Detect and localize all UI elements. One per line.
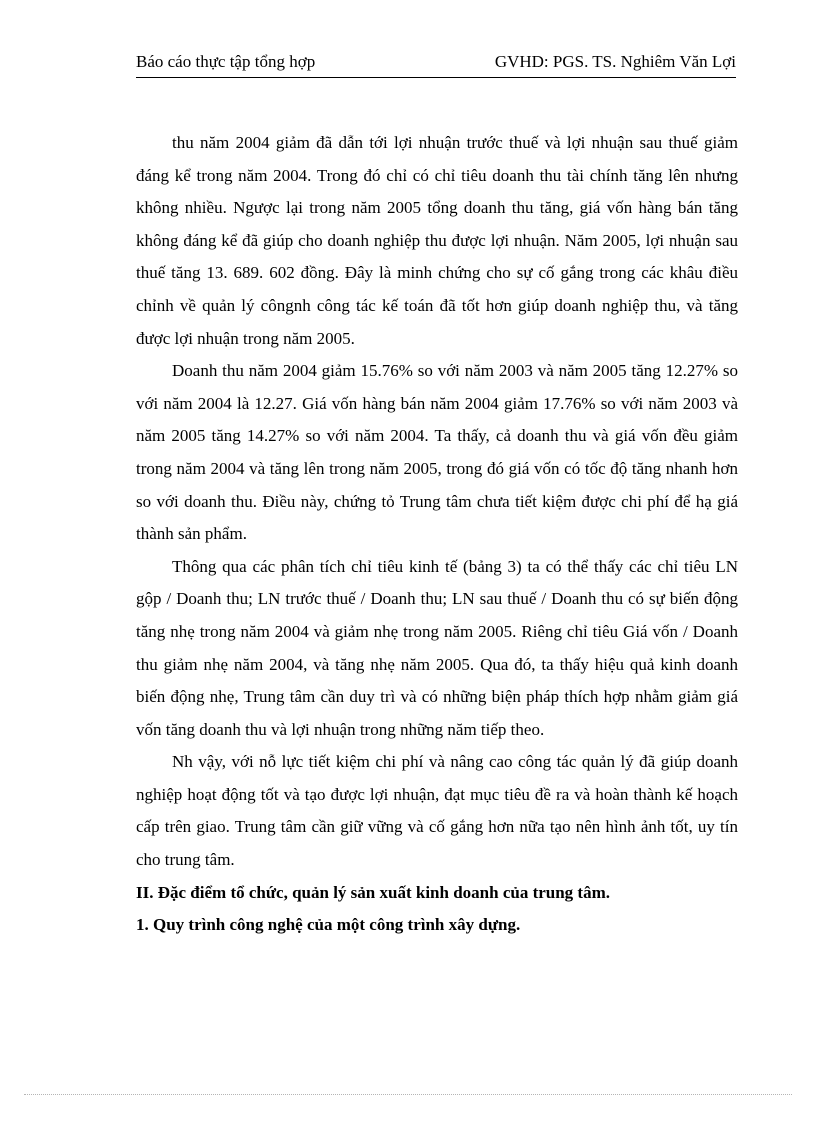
subsection-heading: 1. Quy trình công nghệ của một công trình xây dựng. [136, 915, 521, 935]
paragraph-economic-indicators: Thông qua các phân tích chỉ tiêu kinh tế (bảng 3) ta có thể thấy các chỉ tiêu LN gộp / Doanh thu; LN trước thuế / Doanh thu; LN sau thuế / Doanh thu có sự biến động tăng nhẹ trong năm 2004 và giảm nhẹ trong năm 2005. Riêng chỉ tiêu Giá vốn / Doanh thu giảm nhẹ năm 2004, và tăng nhẹ năm 2005. Qua đó, ta thấy hiệu quả kinh doanh biến động nhẹ, Trung tâm cần duy trì và có những biện pháp thích hợp nhằm giảm giá vốn tăng doanh thu và lợi nhuận trong những năm tiếp theo. [136, 556, 738, 739]
page-header [136, 50, 736, 74]
header-divider [136, 77, 736, 78]
paragraph-revenue-change: Doanh thu năm 2004 giảm 15.76% so với năm 2003 và năm 2005 tăng 12.27% so với năm 2004 là 12.27. Giá vốn hàng bán năm 2004 giảm 17.76% so với năm 2003 và năm 2005 tăng 14.27% so với năm 2004. Ta thấy, cả doanh thu và giá vốn đều giảm trong năm 2004 và tăng lên trong năm 2005, trong đó giá vốn có tốc độ tăng nhanh hơn so với doanh thu. Điều này, chứng tỏ Trung tâm chưa tiết kiệm được chi phí để hạ giá thành sản phẩm. [136, 361, 738, 544]
paragraph-conclusion: Nh vậy, với nỗ lực tiết kiệm chi phí và nâng cao công tác quản lý đã giúp doanh nghiệp hoạt động tốt và tạo được lợi nhuận, đạt mục tiêu đề ra và hoàn thành kế hoạch cấp trên giao. Trung tâm cần giữ vững và cố gắng hơn nữa tạo nên hình ảnh tốt, uy tín cho trung tâm. [136, 752, 738, 870]
paragraph-profit-analysis: thu năm 2004 giảm đã dẫn tới lợi nhuận trước thuế và lợi nhuận sau thuế giảm đáng kể trong năm 2004. Trong đó chỉ có chỉ tiêu doanh thu tài chính tăng lên nhưng không nhiều. Ngược lại trong năm 2005 tổng doanh thu tăng, giá vốn hàng bán tăng không đáng kể đã giúp cho doanh nghiệp thu được lợi nhuận. Năm 2005, lợi nhuận sau thuế tăng 13. 689. 602 đồng. Đây là minh chứng cho sự cố gắng trong các khâu điều chỉnh về quản lý côngnh công tác kế toán đã tốt hơn giúp doanh nghiệp thu, và tăng được lợi nhuận trong năm 2005. [136, 133, 738, 348]
header-report-title: Báo cáo thực tập tổng hợp [136, 52, 316, 71]
section-heading: II. Đặc điểm tổ chức, quản lý sản xuất kinh doanh của trung tâm. [136, 882, 611, 902]
header-supervisor: GVHD: PGS. TS. Nghiêm Văn Lợi [494, 52, 736, 71]
footer-divider [24, 1094, 792, 1095]
document-body [136, 127, 738, 942]
